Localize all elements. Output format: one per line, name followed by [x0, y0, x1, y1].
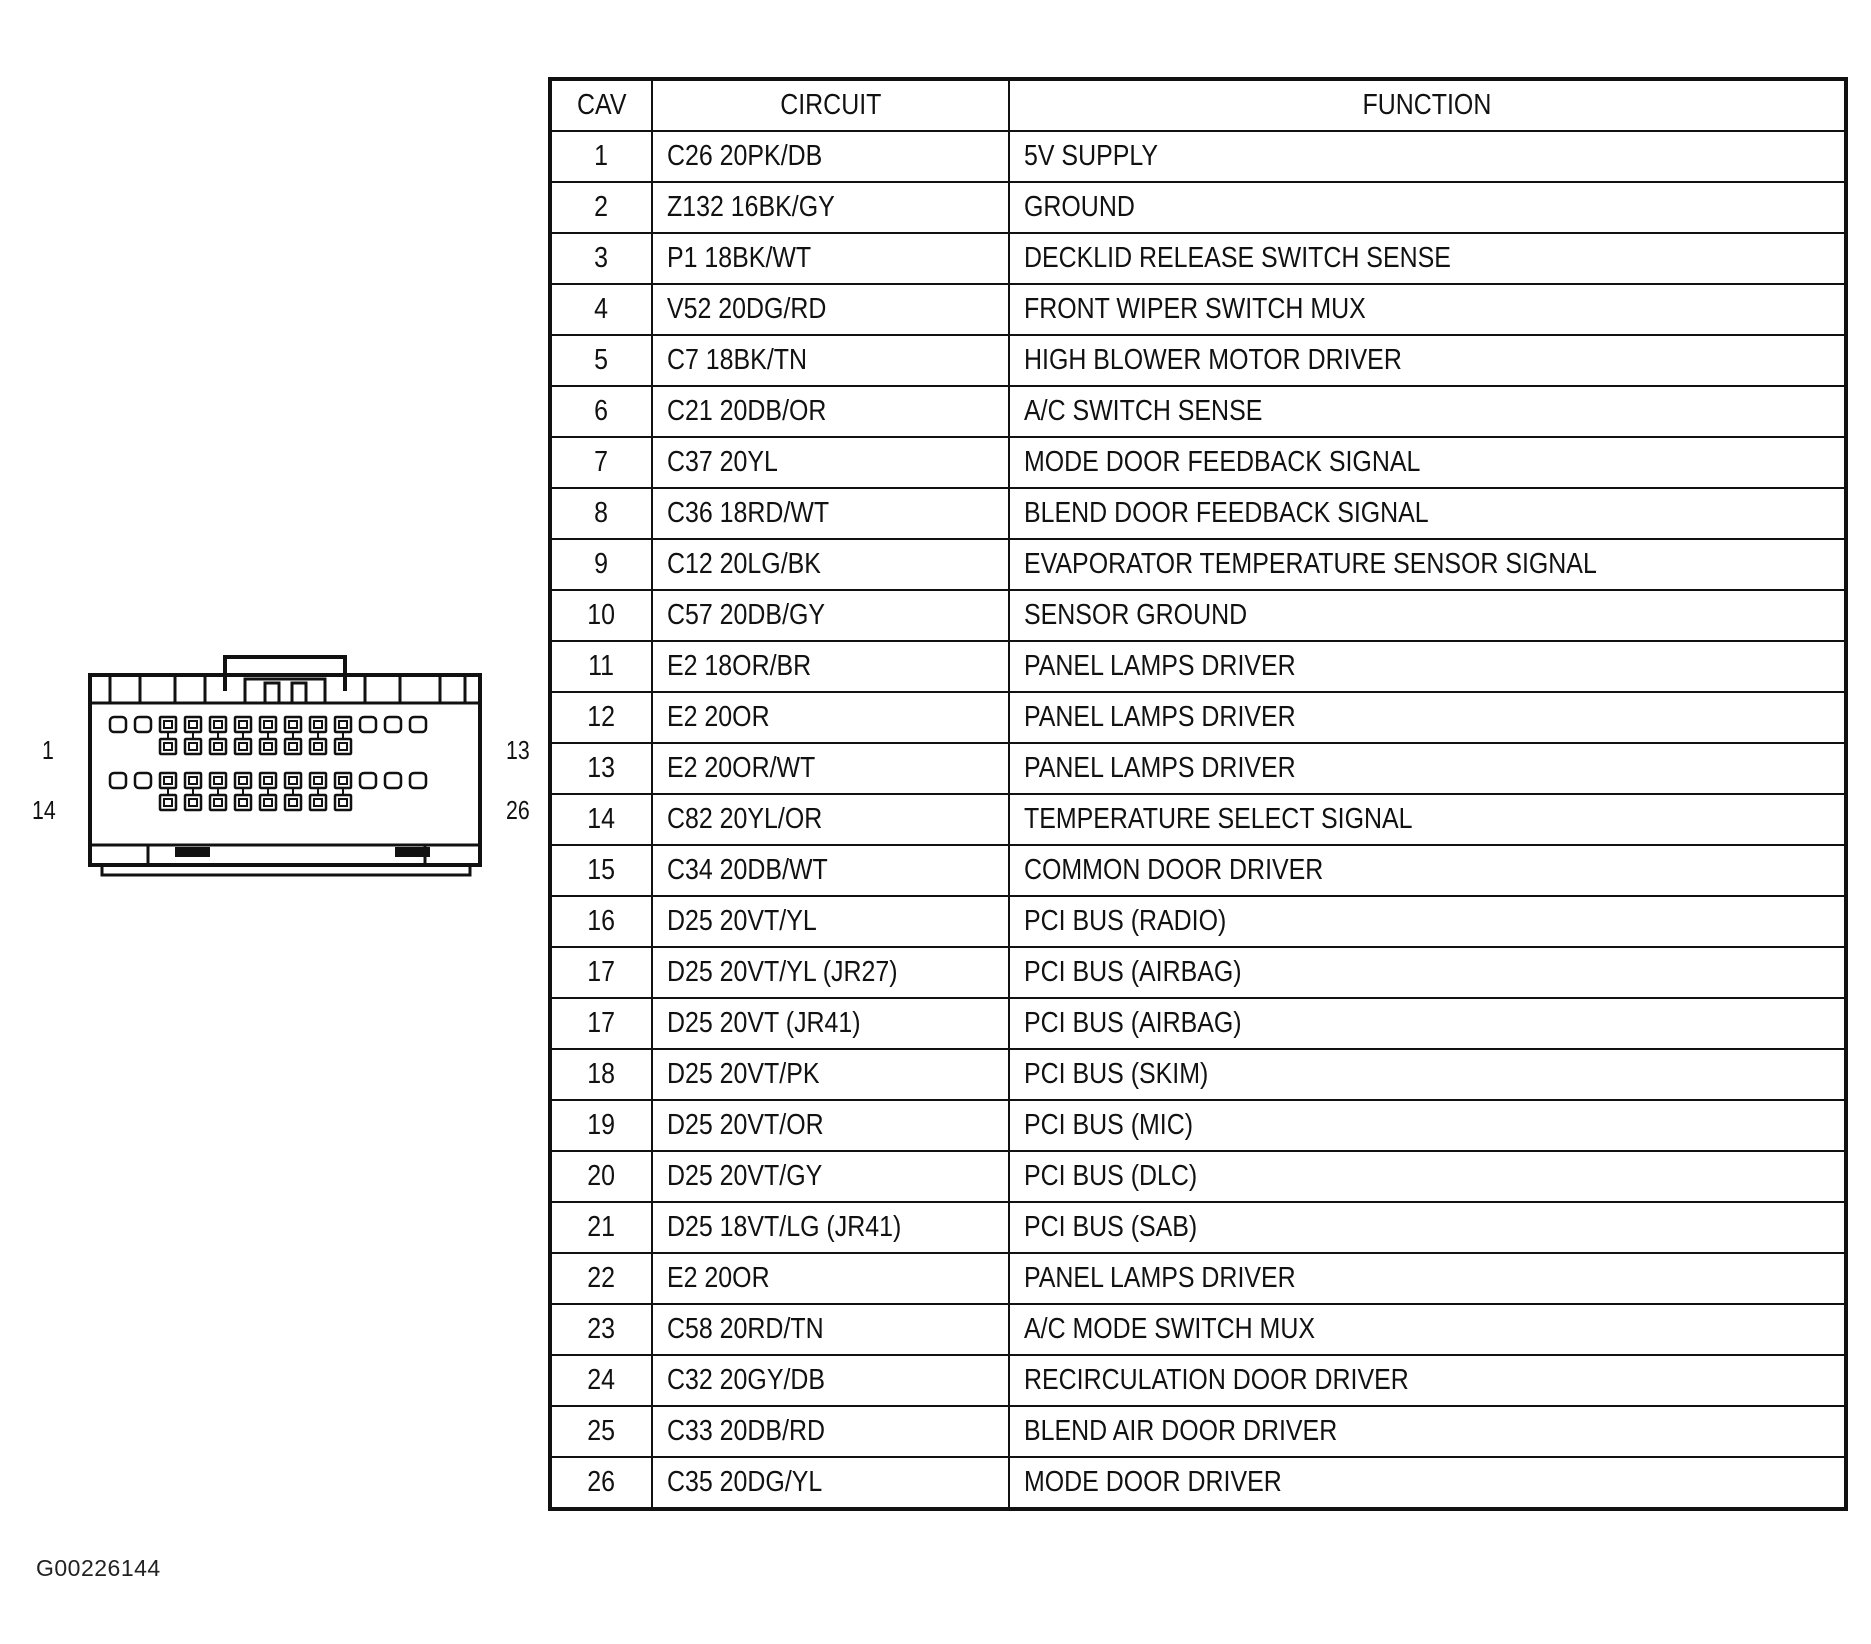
cavity-row1-4	[185, 717, 201, 732]
header-function: FUNCTION	[1009, 79, 1846, 131]
function-cell: PANEL LAMPS DRIVER	[1009, 743, 1846, 794]
cav-cell: 21	[550, 1202, 652, 1253]
cavity-row1b-9	[310, 739, 326, 754]
table-row	[550, 539, 1846, 590]
connector-key-left	[175, 847, 210, 857]
table-row	[550, 998, 1846, 1049]
circuit-cell: C36 18RD/WT	[652, 488, 1009, 539]
cavity-row2-12	[385, 773, 401, 788]
circuit-cell: C35 20DG/YL	[652, 1457, 1009, 1509]
function-cell: HIGH BLOWER MOTOR DRIVER	[1009, 335, 1846, 386]
cavity-row1b-3	[160, 739, 176, 754]
table-row	[550, 845, 1846, 896]
circuit-cell: E2 18OR/BR	[652, 641, 1009, 692]
cav-cell: 24	[550, 1355, 652, 1406]
circuit-cell: C58 20RD/TN	[652, 1304, 1009, 1355]
cav-cell: 12	[550, 692, 652, 743]
circuit-cell: C34 20DB/WT	[652, 845, 1009, 896]
cav-cell: 5	[550, 335, 652, 386]
circuit-cell: D25 18VT/LG (JR41)	[652, 1202, 1009, 1253]
function-cell: PCI BUS (SKIM)	[1009, 1049, 1846, 1100]
table-row	[550, 233, 1846, 284]
cavity-row2-7-inner	[264, 777, 272, 784]
cavity-row2-5-inner	[214, 777, 222, 784]
cavity-row2-6	[235, 773, 251, 788]
cav-cell: 20	[550, 1151, 652, 1202]
function-cell: 5V SUPPLY	[1009, 131, 1846, 182]
circuit-cell: D25 20VT/YL (JR27)	[652, 947, 1009, 998]
function-cell: PCI BUS (RADIO)	[1009, 896, 1846, 947]
table-row	[550, 794, 1846, 845]
cavity-row2-4	[185, 773, 201, 788]
cavity-row1b-10-inner	[339, 743, 347, 750]
cav-cell: 17	[550, 947, 652, 998]
circuit-cell: C21 20DB/OR	[652, 386, 1009, 437]
function-cell: MODE DOOR FEEDBACK SIGNAL	[1009, 437, 1846, 488]
function-cell: TEMPERATURE SELECT SIGNAL	[1009, 794, 1846, 845]
cavity-row1-3-inner	[164, 721, 172, 728]
circuit-cell: E2 20OR	[652, 692, 1009, 743]
cavity-row1-13	[410, 717, 426, 732]
table-row	[550, 641, 1846, 692]
circuit-cell: C26 20PK/DB	[652, 131, 1009, 182]
table-row	[550, 947, 1846, 998]
table-row	[550, 284, 1846, 335]
table-row	[550, 335, 1846, 386]
cavity-row1-9-inner	[314, 721, 322, 728]
cav-cell: 7	[550, 437, 652, 488]
connector-latch-inner	[245, 679, 325, 703]
cavity-row1b-10	[335, 739, 351, 754]
cav-cell: 14	[550, 794, 652, 845]
function-cell: PCI BUS (SAB)	[1009, 1202, 1846, 1253]
circuit-cell: C33 20DB/RD	[652, 1406, 1009, 1457]
cavity-row1-7	[260, 717, 276, 732]
circuit-cell: Z132 16BK/GY	[652, 182, 1009, 233]
cavity-row2b-8	[285, 795, 301, 810]
circuit-cell: C12 20LG/BK	[652, 539, 1009, 590]
pinout-table	[548, 77, 1848, 1511]
cavity-row2b-6	[235, 795, 251, 810]
cavity-row2b-10	[335, 795, 351, 810]
table-row	[550, 1100, 1846, 1151]
table-row	[550, 1406, 1846, 1457]
function-cell: PCI BUS (AIRBAG)	[1009, 998, 1846, 1049]
cav-cell: 13	[550, 743, 652, 794]
function-cell: MODE DOOR DRIVER	[1009, 1457, 1846, 1509]
cavity-row2b-9-inner	[314, 799, 322, 806]
function-cell: A/C SWITCH SENSE	[1009, 386, 1846, 437]
circuit-cell: C82 20YL/OR	[652, 794, 1009, 845]
cavity-row2b-7-inner	[264, 799, 272, 806]
function-cell: PCI BUS (MIC)	[1009, 1100, 1846, 1151]
table-row	[550, 1202, 1846, 1253]
table-row	[550, 182, 1846, 233]
function-cell: FRONT WIPER SWITCH MUX	[1009, 284, 1846, 335]
table-row	[550, 590, 1846, 641]
cavity-row1b-7-inner	[264, 743, 272, 750]
cavity-row2-9-inner	[314, 777, 322, 784]
cavity-row2-11	[360, 773, 376, 788]
function-cell: EVAPORATOR TEMPERATURE SENSOR SIGNAL	[1009, 539, 1846, 590]
circuit-cell: D25 20VT/OR	[652, 1100, 1009, 1151]
cavity-row1-9	[310, 717, 326, 732]
cavity-row1-10-inner	[339, 721, 347, 728]
cav-cell: 4	[550, 284, 652, 335]
table-row	[550, 1151, 1846, 1202]
cavity-row2b-5	[210, 795, 226, 810]
cavity-row2-2	[135, 773, 151, 788]
cavity-row1-7-inner	[264, 721, 272, 728]
cavity-row1b-9-inner	[314, 743, 322, 750]
cavity-row2b-9	[310, 795, 326, 810]
function-cell: DECKLID RELEASE SWITCH SENSE	[1009, 233, 1846, 284]
cavity-row2b-8-inner	[289, 799, 297, 806]
function-cell: PANEL LAMPS DRIVER	[1009, 641, 1846, 692]
circuit-cell: D25 20VT/GY	[652, 1151, 1009, 1202]
cavity-row2-3-inner	[164, 777, 172, 784]
cav-cell: 17	[550, 998, 652, 1049]
cavity-row1b-8	[285, 739, 301, 754]
cavity-row1b-5	[210, 739, 226, 754]
cav-cell: 1	[550, 131, 652, 182]
cavity-row1-1	[110, 717, 126, 732]
circuit-cell: C37 20YL	[652, 437, 1009, 488]
circuit-cell: D25 20VT/PK	[652, 1049, 1009, 1100]
cavity-row2-4-inner	[189, 777, 197, 784]
cavity-row1-10	[335, 717, 351, 732]
cavity-row2b-4-inner	[189, 799, 197, 806]
cavity-row2b-5-inner	[214, 799, 222, 806]
cavity-row1b-7	[260, 739, 276, 754]
cavity-row2-10	[335, 773, 351, 788]
cavity-row1-5	[210, 717, 226, 732]
cavity-row2b-3-inner	[164, 799, 172, 806]
function-cell: SENSOR GROUND	[1009, 590, 1846, 641]
cav-cell: 26	[550, 1457, 652, 1509]
cavity-row2b-6-inner	[239, 799, 247, 806]
cavity-row1-6-inner	[239, 721, 247, 728]
cavity-row1-5-inner	[214, 721, 222, 728]
circuit-cell: E2 20OR	[652, 1253, 1009, 1304]
cavity-row1b-6-inner	[239, 743, 247, 750]
cavity-row1-4-inner	[189, 721, 197, 728]
function-cell: PANEL LAMPS DRIVER	[1009, 692, 1846, 743]
cavity-row2b-10-inner	[339, 799, 347, 806]
cavity-row1-6	[235, 717, 251, 732]
function-cell: GROUND	[1009, 182, 1846, 233]
function-cell: PCI BUS (AIRBAG)	[1009, 947, 1846, 998]
pin-label-1: 1	[42, 735, 54, 765]
pin-label-26: 26	[506, 795, 530, 825]
function-cell: BLEND DOOR FEEDBACK SIGNAL	[1009, 488, 1846, 539]
cavity-row1b-8-inner	[289, 743, 297, 750]
cavity-row2-10-inner	[339, 777, 347, 784]
table-row	[550, 131, 1846, 182]
table-row	[550, 1355, 1846, 1406]
function-cell: RECIRCULATION DOOR DRIVER	[1009, 1355, 1846, 1406]
cavity-row2-6-inner	[239, 777, 247, 784]
function-cell: A/C MODE SWITCH MUX	[1009, 1304, 1846, 1355]
connector-face-drawing	[30, 655, 540, 885]
cavity-row2-8	[285, 773, 301, 788]
function-cell: PCI BUS (DLC)	[1009, 1151, 1846, 1202]
figure-id: G00226144	[36, 1555, 161, 1581]
cavity-row1b-3-inner	[164, 743, 172, 750]
table-header-row	[550, 79, 1846, 131]
table-row	[550, 692, 1846, 743]
table-row	[550, 386, 1846, 437]
circuit-cell: V52 20DG/RD	[652, 284, 1009, 335]
cav-cell: 6	[550, 386, 652, 437]
table-row	[550, 1304, 1846, 1355]
cavity-row2b-7	[260, 795, 276, 810]
connector-cavities	[110, 717, 426, 810]
pin-label-13: 13	[506, 735, 530, 765]
circuit-cell: C32 20GY/DB	[652, 1355, 1009, 1406]
table-row	[550, 437, 1846, 488]
cavity-row1-8	[285, 717, 301, 732]
circuit-cell: C7 18BK/TN	[652, 335, 1009, 386]
table-row	[550, 896, 1846, 947]
cavity-row1-8-inner	[289, 721, 297, 728]
table-row	[550, 1253, 1846, 1304]
cavity-row2-1	[110, 773, 126, 788]
table-row	[550, 1049, 1846, 1100]
cav-cell: 3	[550, 233, 652, 284]
cav-cell: 23	[550, 1304, 652, 1355]
cav-cell: 15	[550, 845, 652, 896]
cavity-row2b-3	[160, 795, 176, 810]
table-row	[550, 743, 1846, 794]
cav-cell: 8	[550, 488, 652, 539]
function-cell: BLEND AIR DOOR DRIVER	[1009, 1406, 1846, 1457]
cavity-row1b-6	[235, 739, 251, 754]
cavity-row2-13	[410, 773, 426, 788]
cavity-row2-8-inner	[289, 777, 297, 784]
function-cell: PANEL LAMPS DRIVER	[1009, 1253, 1846, 1304]
header-cav: CAV	[550, 79, 652, 131]
cav-cell: 18	[550, 1049, 652, 1100]
cav-cell: 16	[550, 896, 652, 947]
header-circuit: CIRCUIT	[652, 79, 1009, 131]
circuit-cell: C57 20DB/GY	[652, 590, 1009, 641]
circuit-cell: D25 20VT/YL	[652, 896, 1009, 947]
circuit-cell: D25 20VT (JR41)	[652, 998, 1009, 1049]
cavity-row1b-4	[185, 739, 201, 754]
cav-cell: 11	[550, 641, 652, 692]
cavity-row1-2	[135, 717, 151, 732]
cav-cell: 22	[550, 1253, 652, 1304]
cav-cell: 2	[550, 182, 652, 233]
cav-cell: 10	[550, 590, 652, 641]
cavity-row2-7	[260, 773, 276, 788]
cav-cell: 19	[550, 1100, 652, 1151]
table-row	[550, 1457, 1846, 1509]
table-row	[550, 488, 1846, 539]
cav-cell: 25	[550, 1406, 652, 1457]
cavity-row2b-4	[185, 795, 201, 810]
cavity-row2-9	[310, 773, 326, 788]
cavity-row1-12	[385, 717, 401, 732]
cavity-row2-3	[160, 773, 176, 788]
cav-cell: 9	[550, 539, 652, 590]
cavity-row1-11	[360, 717, 376, 732]
cavity-row1b-5-inner	[214, 743, 222, 750]
circuit-cell: P1 18BK/WT	[652, 233, 1009, 284]
function-cell: COMMON DOOR DRIVER	[1009, 845, 1846, 896]
pin-label-14: 14	[32, 795, 56, 825]
cavity-row1-3	[160, 717, 176, 732]
cavity-row1b-4-inner	[189, 743, 197, 750]
circuit-cell: E2 20OR/WT	[652, 743, 1009, 794]
connector-diagram	[30, 655, 540, 885]
cavity-row2-5	[210, 773, 226, 788]
pinout-table-body	[550, 131, 1846, 1509]
connector-bottom-lip	[102, 865, 470, 875]
